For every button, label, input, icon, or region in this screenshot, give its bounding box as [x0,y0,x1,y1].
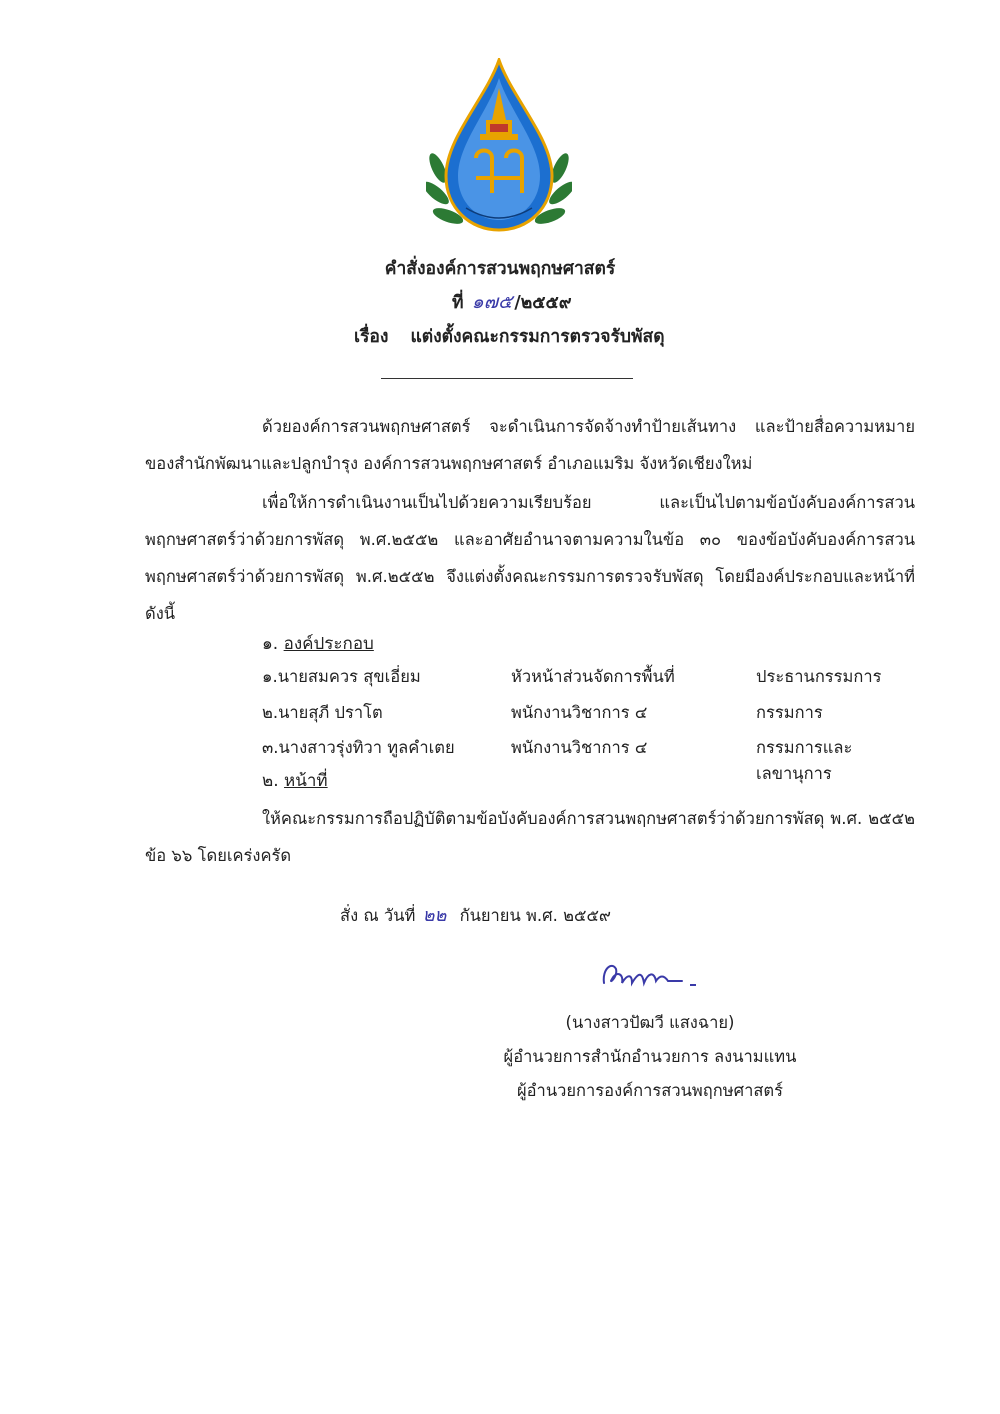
section-2-title: หน้าที่ [284,771,328,791]
order-date-month-year: กันยายน พ.ศ. ๒๕๕๙ [459,906,612,925]
member-row [262,700,922,730]
signer-title-on-behalf: ผู้อำนวยการองค์การสวนพฤกษศาสตร์ [516,1081,784,1100]
member-role: กรรมการและเลขานุการ [756,738,853,783]
member-name: ๓.นางสาวรุ่งทิวา ทูลคำเตย [262,738,455,757]
member-row [262,664,922,694]
paragraph-authority: เพื่อให้การดำเนินงานเป็นไปด้วยความเรียบร้อย และเป็นไปตามข้อบังคับองค์การสวนพฤกษศาสตร์ว่าด้วยการพัสดุ พ.ศ.๒๕๕๒ และอาศัยอำนาจตามความในข้อ ๓๐ ของข้อบังคับองค์การสวนพฤกษศาสตร์ว่าด้วยการพัสดุ พ.ศ.๒๕๕๒ จึงแต่งตั้งคณะกรรมการตรวจรับพัสดุ โดยมีองค์ประกอบและหน้าที่ ดังนี้ [145,493,915,623]
order-number-prefix: ที่ [452,293,464,313]
divider-line [381,378,633,379]
member-name: ๒.นายสุภี ปราโต [262,703,383,722]
order-date-prefix: สั่ง ณ วันที่ [340,906,416,925]
organization-emblem-icon [426,58,572,238]
order-number-handwritten: ๑๗๕ [471,291,513,313]
paragraph-duties: ให้คณะกรรมการถือปฏิบัติตามข้อบังคับองค์การสวนพฤกษศาสตร์ว่าด้วยการพัสดุ พ.ศ. ๒๕๕๒ ข้อ ๖๖ โดยเคร่งครัด [145,809,915,865]
order-date-day: ๒๒ [422,905,447,926]
signer-name: (นางสาวปัฒวี แสงฉาย) [565,1013,735,1032]
subject-text: แต่งตั้งคณะกรรมการตรวจรับพัสดุ [410,327,665,347]
section-2-number: ๒. [262,771,279,791]
member-role: ประธานกรรมการ [756,667,882,686]
member-position: หัวหน้าส่วนจัดการพื้นที่ [511,667,675,686]
signer-title: ผู้อำนวยการสำนักอำนวยการ ลงนามแทน [503,1047,797,1066]
order-number [452,287,572,317]
handwritten-signature [598,955,708,995]
section-1-title: องค์ประกอบ [283,634,374,654]
order-number-suffix: /๒๕๕๙ [514,293,572,313]
subject-line [354,322,665,350]
section-composition-heading [262,630,374,657]
paragraph-intro: ด้วยองค์การสวนพฤกษศาสตร์ จะดำเนินการจัดจ้างทำป้ายเส้นทาง และป้ายสื่อความหมาย ของสำนักพัฒนาและปลูกบำรุง องค์การสวนพฤกษศาสตร์ อำเภอแมริม จังหวัดเชียงใหม่ [145,417,915,473]
section-1-number: ๑. [262,634,279,654]
member-position: พนักงานวิชาการ ๔ [511,738,648,757]
member-position: พนักงานวิชาการ ๔ [511,703,648,722]
member-role: กรรมการ [756,703,823,722]
member-name: ๑.นายสมควร สุขเอี่ยม [262,667,421,686]
document-title: คำสั่งองค์การสวนพฤกษศาสตร์ [384,259,616,279]
subject-label: เรื่อง [354,327,389,347]
section-duties-heading [262,767,328,794]
order-date [340,900,611,929]
